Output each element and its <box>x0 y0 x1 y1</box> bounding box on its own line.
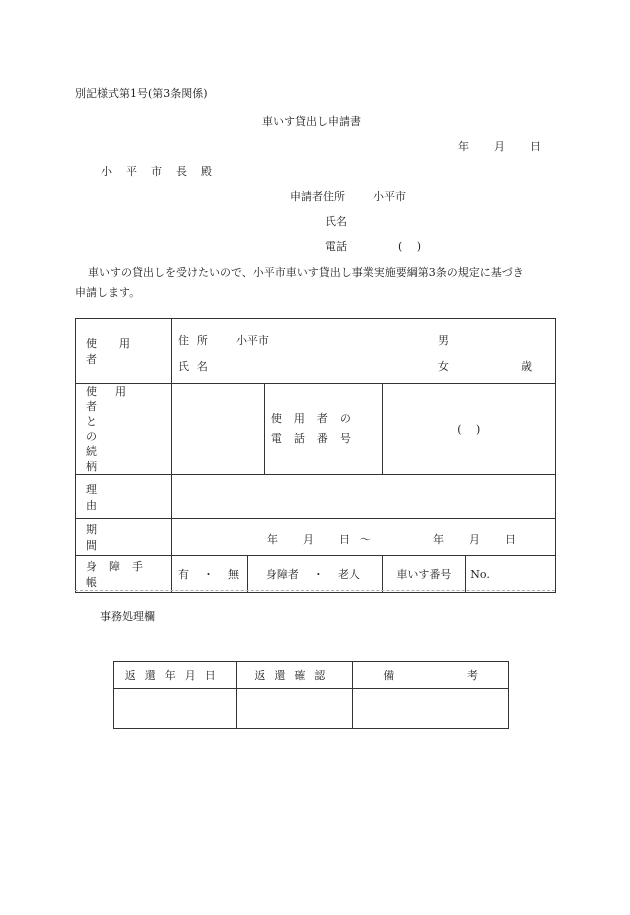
user-phone-label-cell <box>264 384 382 475</box>
form-number: 別記様式第1号(第3条関係) <box>75 87 208 100</box>
period-from-day: 日 <box>338 532 350 546</box>
remarks-cell <box>353 689 509 729</box>
age-label: 歳 <box>520 359 532 373</box>
period-row <box>76 519 556 556</box>
user-phone-label-2: 電話番号 <box>270 432 363 445</box>
address-value: 小平市 <box>235 333 269 347</box>
statement-line-1: 車いすの貸出しを受けたいので、小平市車いす貸出し事業実施要綱第3条の規定に基づき <box>88 266 524 279</box>
return-date-cell <box>114 689 237 729</box>
category-cell <box>247 556 382 593</box>
form-title: 車いす貸出し申請書 <box>262 115 361 128</box>
female-label: 女 <box>437 359 449 373</box>
relation-label-3: 続柄 <box>86 445 149 473</box>
handbook-row <box>76 556 556 593</box>
return-confirm-label: 返還確認 <box>254 669 335 682</box>
reason-label-cell <box>76 475 172 519</box>
wheelchair-no-label: 車いす番号 <box>396 568 452 581</box>
disabled-label: 身障者 <box>265 568 299 581</box>
relation-label-2: との <box>86 415 149 443</box>
has-none-cell <box>171 556 247 593</box>
no-label: No. <box>470 567 490 581</box>
male-label: 男 <box>437 333 449 347</box>
category-separator: ・ <box>312 568 324 581</box>
reason-label: 理由 <box>86 482 153 512</box>
period-to-year: 年 <box>432 532 444 546</box>
wheelchair-no-value-cell <box>466 556 556 593</box>
period-from-year: 年 <box>266 532 278 546</box>
applicant-phone-parens: ( ) <box>398 240 422 253</box>
return-date-label: 返還年月日 <box>124 669 225 682</box>
date-year-label: 年 <box>458 140 469 153</box>
statement-line-2: 申請します。 <box>75 286 141 299</box>
reason-value-cell <box>171 475 555 519</box>
user-label-cell <box>76 319 172 384</box>
applicant-phone-label: 電話 <box>325 240 347 253</box>
office-table <box>113 661 509 729</box>
user-detail-cell <box>171 319 555 384</box>
remarks-label-1: 備 <box>383 669 395 682</box>
period-to-month: 月 <box>468 532 480 546</box>
handbook-label: 身障手帳 <box>86 560 155 589</box>
addressee-text: 小平市長殿 <box>101 165 226 178</box>
remarks-label-2: 考 <box>467 669 478 682</box>
return-date-header <box>114 662 237 689</box>
relation-row <box>76 384 556 475</box>
none-label: 無 <box>227 568 239 581</box>
relation-label-1: 使用者 <box>86 385 144 413</box>
addressee <box>101 163 226 179</box>
user-phone-parens: ( ) <box>457 423 481 436</box>
period-to-day: 日 <box>504 532 516 546</box>
period-tilde: ～ <box>359 532 371 546</box>
address-label: 住所 <box>177 333 216 347</box>
return-confirm-cell <box>236 689 353 729</box>
applicant-name-label: 氏名 <box>325 215 347 228</box>
date-month-label: 月 <box>494 140 505 153</box>
reason-row <box>76 475 556 519</box>
user-label: 使用者 <box>86 337 152 366</box>
period-value-cell <box>171 519 555 556</box>
office-entry-row <box>114 689 509 729</box>
user-phone-label-1: 使用者の <box>270 412 363 425</box>
office-header-row <box>114 662 509 689</box>
wheelchair-no-label-cell <box>382 556 466 593</box>
return-confirm-header <box>236 662 353 689</box>
relation-label-cell <box>76 384 172 475</box>
applicant-address-label: 申請者住所 <box>290 190 345 203</box>
name-label: 氏名 <box>177 359 216 373</box>
period-label-cell <box>76 519 172 556</box>
applicant-address-value: 小平市 <box>373 190 406 203</box>
user-phone-value-cell <box>382 384 555 475</box>
remarks-header <box>353 662 509 689</box>
has-none-separator: ・ <box>202 568 214 581</box>
elderly-label: 老人 <box>337 568 360 581</box>
application-table <box>75 318 556 593</box>
user-row <box>76 319 556 384</box>
section-divider <box>75 590 555 591</box>
has-label: 有 <box>177 568 189 581</box>
office-section-label: 事務処理欄 <box>100 610 155 623</box>
period-from-month: 月 <box>302 532 314 546</box>
relation-value-cell <box>171 384 264 475</box>
date-day-label: 日 <box>530 140 541 153</box>
period-label: 期間 <box>86 523 153 552</box>
handbook-label-cell <box>76 556 172 593</box>
